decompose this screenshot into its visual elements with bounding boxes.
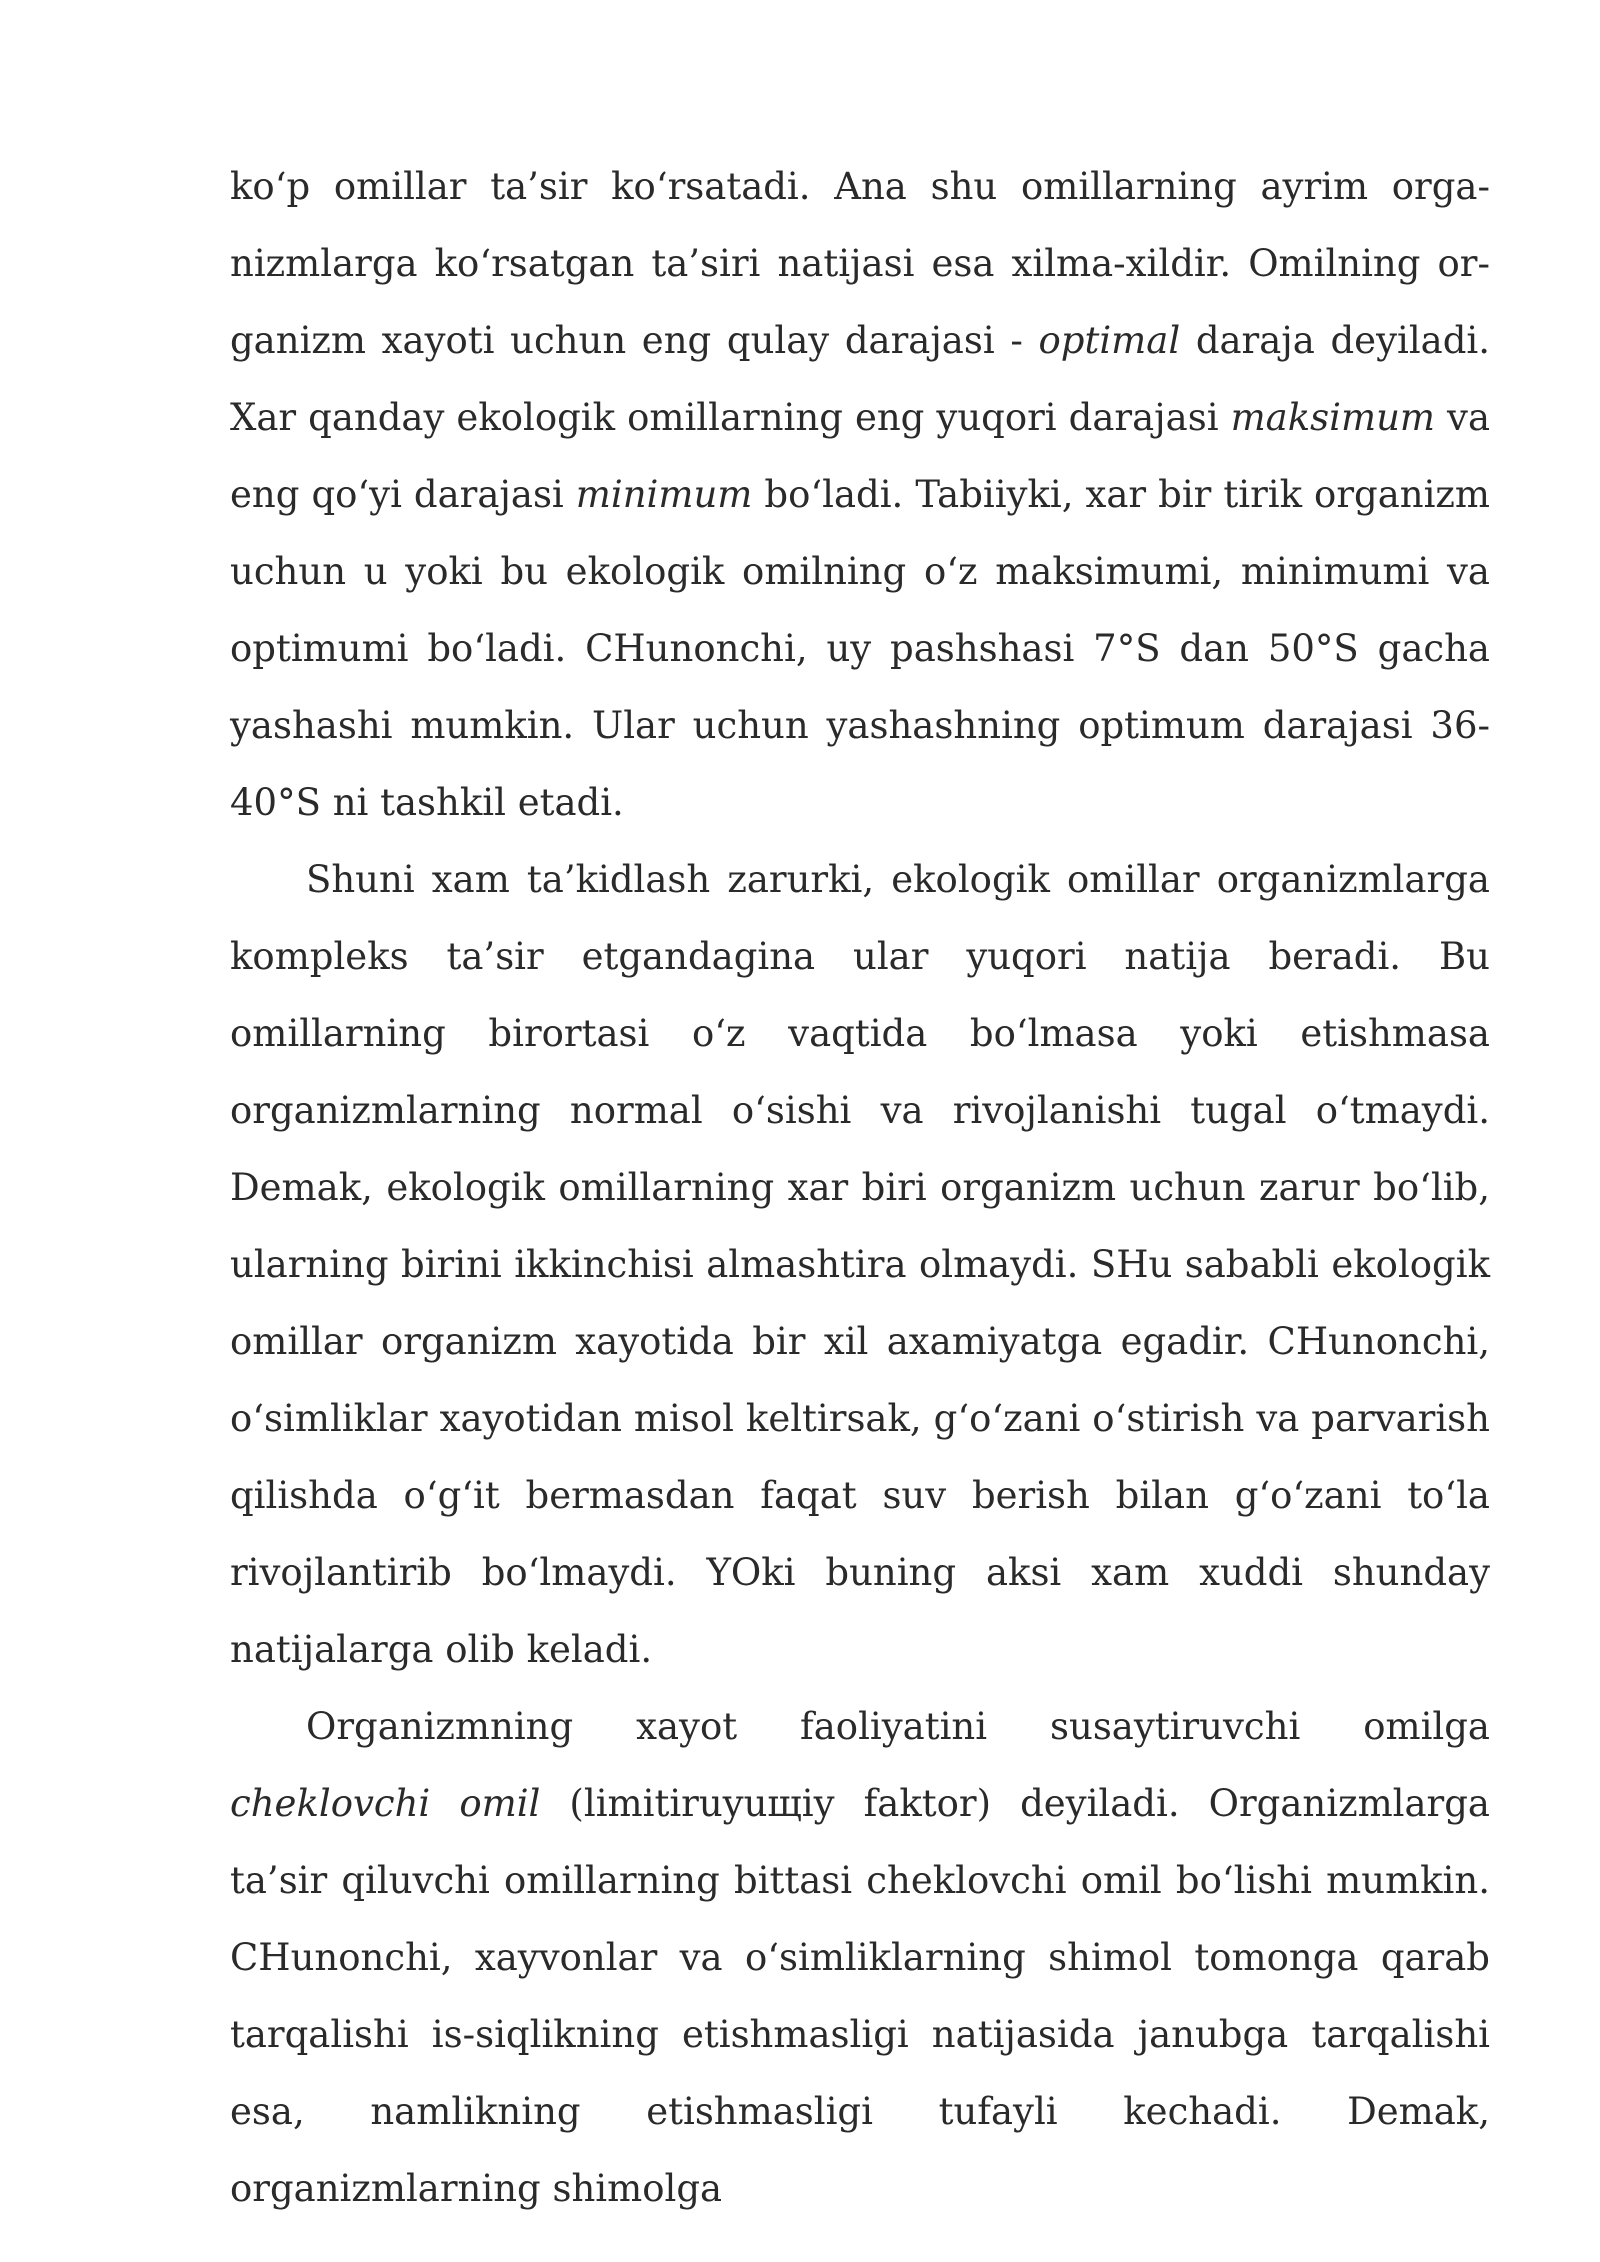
- italic-term-minimum: minimum: [575, 473, 753, 516]
- text-run: va eng qo‘yi darajasi: [230, 396, 1491, 516]
- paragraph-1: [230, 148, 1490, 841]
- text-run: bo‘ladi. Tabiiyki, xar bir tirik organizm uchun u yoki bu ekologik omilning o‘z maksimumi, minimumi va optimumi bo‘ladi. CHunonchi, uy pashshasi 7°S dan 50°S gacha yashashi mumkin. Ular uchun yashashning optimum darajasi 36-40°S ni tashkil etadi.: [230, 473, 1490, 824]
- italic-term-optimal: optimal: [1038, 319, 1181, 362]
- text-run: Shuni xam ta’kidlash zarurki, ekologik omillar organizmlarga kompleks ta’sir etgandagina ular yuqori natija beradi. Bu omillarning birortasi o‘z vaqtida bo‘lmasa yoki etishmasa organizmlarning normal o‘sishi va rivojlanishi tugal o‘tmaydi. Demak, ekologik omillarning xar biri organizm uchun zarur bo‘lib, ularning birini ikkinchisi almashtira olmaydi. SHu sababli ekologik omillar organizm xayotida bir xil axamiyatga egadir. CHunonchi, o‘simliklar xayotidan misol keltirsak, g‘o‘zani o‘stirish va parvarish qilishda o‘g‘it bermasdan faqat suv berish bilan g‘o‘zani to‘la rivojlantirib bo‘lmaydi. YOki buning aksi xam xuddi shunday natijalarga olib keladi.: [230, 858, 1490, 1671]
- italic-term-maksimum: maksimum: [1230, 396, 1435, 439]
- paragraph-3: [230, 1688, 1490, 2227]
- text-run: Organizmning xayot faoliyatini susaytiruvchi omilga: [306, 1705, 1490, 1748]
- document-page: [230, 148, 1490, 2227]
- text-run: ko‘p omillar ta’sir ko‘rsatadi. Ana shu omillarning ayrim orga-nizmlarga ko‘rsatgan ta’siri natijasi esa xilma-xildir. Omilning or-ganizm xayoti uchun eng qulay darajasi -: [230, 165, 1490, 362]
- paragraph-2: [230, 841, 1490, 1688]
- italic-term-cheklovchi-omil: cheklovchi omil: [230, 1782, 541, 1825]
- text-run: daraja deyiladi. Xar qanday ekologik omillarning eng yuqori darajasi: [230, 319, 1490, 439]
- text-run: (limitiruyuщiy faktor) deyiladi. Organizmlarga ta’sir qiluvchi omillarning bittasi cheklovchi omil bo‘lishi mumkin. CHunonchi, xayvonlar va o‘simliklarning shimol tomonga qarab tarqalishi is-siqlikning etishmasligi natijasida janubga tarqalishi esa, namlikning etishmasligi tufayli kechadi. Demak, organizmlarning shimolga: [230, 1782, 1490, 2210]
